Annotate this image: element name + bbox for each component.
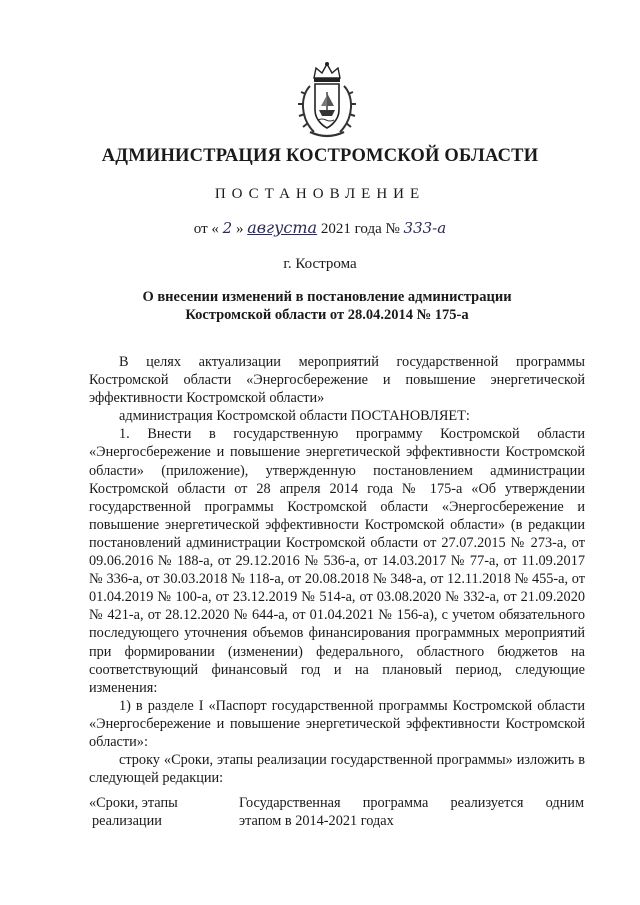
paragraph-preamble: В целях актуализации мероприятий государственной программы Костромской области «Энергосбережение и повышение энергетической эффективности Костромской области» [89, 354, 585, 407]
handwritten-number: 333-а [403, 219, 447, 237]
row-value-cell [239, 794, 584, 830]
handwritten-month: августа [247, 218, 318, 237]
row-value-line-2: этапом в 2014-2021 годах [239, 813, 394, 829]
subject-line-1: О внесении изменений в постановление администрации [142, 289, 512, 305]
city-line: г. Кострома [283, 256, 357, 272]
subject-line-2: Костромской области от 28.04.2014 № 175-а [185, 307, 469, 323]
row-value-line-1: Государственная программа реализуется одним [239, 795, 584, 811]
date-year-text: 2021 года № [320, 221, 400, 237]
date-day-suffix: » [235, 221, 244, 237]
date-prefix: от « [193, 221, 219, 237]
coat-of-arms-emblem [296, 60, 358, 140]
paragraph-row-instruction: строку «Сроки, этапы реализации государственной программы» изложить в следующей редакции: [89, 752, 585, 787]
document-type: ПОСТАНОВЛЕНИЕ [214, 186, 426, 202]
date-line [0, 218, 640, 238]
row-label-cell [89, 794, 229, 830]
paragraph-item-1: 1. Внести в государственную программу Костромской области «Энергосбережение и повышение энергетической эффективности Костромской области» (приложение), утвержденную постановлением администрации Костромской области от 28 апреля 2014 года № 175-а «Об утверждении государственной программы Костромской области «Энергосбережение и повышение энергетической эффективности Костромской области» (в редакции постановлений администрации Костромской области от 27.07.2015 № 273-а, от 09.06.2016 № 188-а, от 29.12.2016 № 536-а, от 14.03.2017 № 77-а, от 11.09.2017 № 336-а, от 30.03.2018 № 118-а, от 20.08.2018 № 348-а, от 12.11.2018 № 455-а, от 01.04.2019 № 100-а, от 23.12.2019 № 514-а, от 03.08.2020 № 332-а, от 21.09.2020 № 421-а, от 28.12.2020 № 644-а, от 01.04.2021 № 156-а), с учетом обязательного последующего уточнения объемов финансирования программных мероприятий при формировании (изменении) федерального, областного бюджетов на соответствующий финансовый год и на плановый период, следующие изменения: [89, 426, 585, 696]
document-body [89, 353, 585, 787]
handwritten-day: 2 [222, 219, 233, 237]
paragraph-resolves: администрация Костромской области ПОСТАНОВЛЯЕТ: [119, 408, 470, 425]
paragraph-subitem-1: 1) в разделе I «Паспорт государственной программы Костромской области «Энергосбережение и повышение энергетической эффективности Костромской области»: [89, 697, 585, 750]
organization-title: АДМИНИСТРАЦИЯ КОСТРОМСКОЙ ОБЛАСТИ [101, 146, 539, 166]
row-label-line-2: реализации [92, 813, 162, 829]
subject-heading [120, 288, 534, 324]
row-label-line-1: «Сроки, этапы [89, 795, 178, 811]
